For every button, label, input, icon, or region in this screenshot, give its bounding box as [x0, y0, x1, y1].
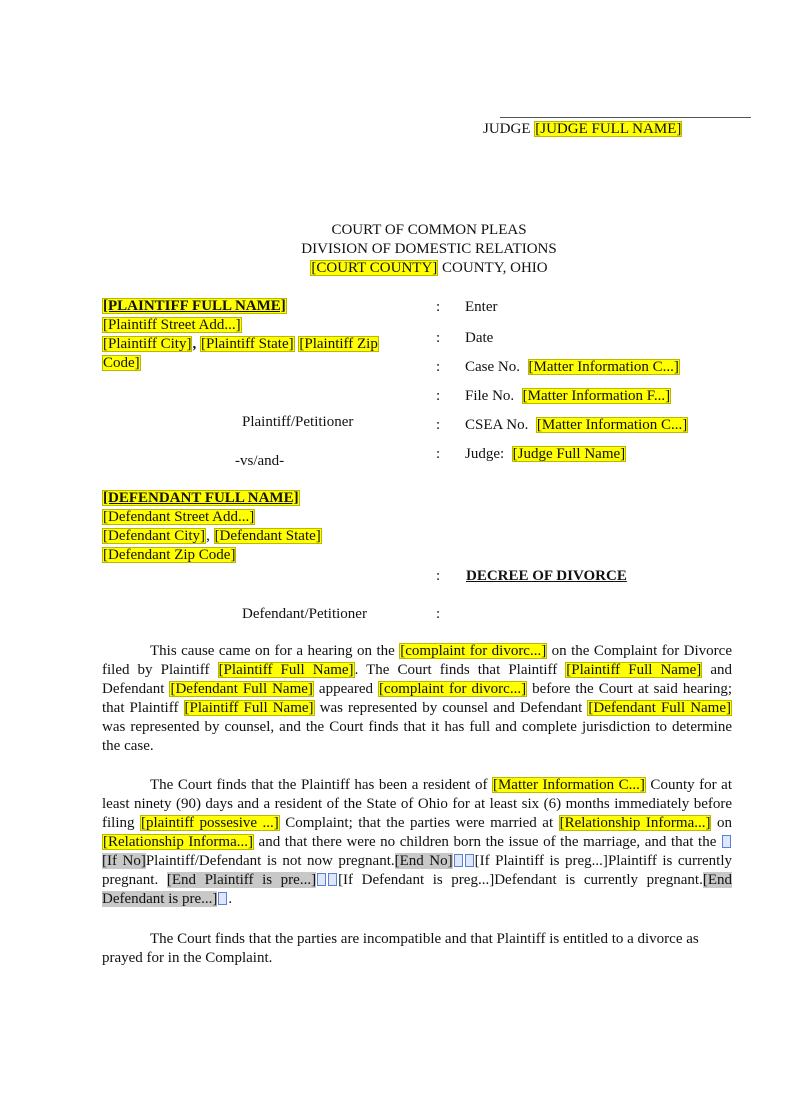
condition-if-defendant-pregnant[interactable]: [If Defendant is preg...]	[338, 872, 495, 888]
plaintiff-city-field[interactable]: [Plaintiff City]	[103, 336, 192, 352]
condition-end-plaintiff-pregnant[interactable]: [End Plaintiff is pre...]	[166, 872, 317, 888]
case-no-row	[465, 358, 680, 377]
versus-label: -vs/and-	[235, 453, 285, 469]
court-line-1: COURT OF COMMON PLEAS	[331, 222, 527, 238]
defendant-block	[102, 489, 322, 565]
plaintiff-zip-field-cont[interactable]: Code]	[103, 355, 140, 371]
colon-4: :	[436, 388, 441, 404]
csea-no-label: CSEA No.	[465, 417, 529, 433]
defendant-name-field[interactable]: [Defendant Full Name]	[170, 681, 313, 697]
plaintiff-name-field[interactable]: [Plaintiff Full Name]	[566, 662, 702, 678]
case-no-label: Case No.	[465, 359, 520, 375]
conditional-marker-icon[interactable]	[454, 854, 463, 867]
colon-3: :	[436, 359, 441, 375]
conditional-marker-icon[interactable]	[218, 892, 227, 905]
text: Plaintiff is currently pregnant.	[102, 853, 732, 888]
condition-if-plaintiff-pregnant[interactable]: [If Plaintiff is preg...]	[474, 853, 608, 869]
county-field[interactable]: [Matter Information C...]	[492, 777, 645, 793]
judge-prefix: JUDGE	[483, 121, 535, 137]
decree-title: DECREE OF DIVORCE	[466, 568, 627, 584]
date-label: Date	[465, 330, 494, 346]
plaintiff-role: Plaintiff/Petitioner	[242, 414, 354, 430]
judge-name-field[interactable]: [JUDGE FULL NAME]	[535, 121, 682, 137]
text: County for at least ninety (90) days and a resident of the State of Ohio for at least six (6) months immediately before filing	[102, 777, 732, 831]
text: before the Court at said hearing; that Plaintiff	[102, 681, 732, 716]
court-county-field[interactable]: [COURT COUNTY]	[311, 260, 438, 276]
paragraph-incompatibility	[102, 930, 702, 968]
defendant-role: Defendant/Petitioner	[242, 606, 367, 622]
judge-label: Judge:	[465, 446, 505, 462]
text: appeared	[313, 681, 379, 697]
plaintiff-name-field[interactable]: [PLAINTIFF FULL NAME]	[103, 298, 286, 314]
text: was represented by counsel and Defendant	[314, 700, 588, 716]
colon-2: :	[436, 330, 441, 346]
court-line-2: DIVISION OF DOMESTIC RELATIONS	[301, 241, 557, 257]
conditional-marker-icon[interactable]	[317, 873, 326, 886]
defendant-city-sep: ,	[206, 528, 214, 544]
condition-end-defendant-pregnant[interactable]: [End Defendant is pre...]	[102, 872, 732, 907]
paragraph-residency	[102, 776, 732, 909]
text: Defendant is currently pregnant.	[494, 872, 703, 888]
colon-1: :	[436, 299, 441, 315]
court-county-suffix: COUNTY, OHIO	[438, 260, 548, 276]
condition-if-no[interactable]: [If No]	[102, 853, 146, 869]
court-county-line	[0, 259, 800, 278]
file-no-label: File No.	[465, 388, 515, 404]
plaintiff-zip-field[interactable]: [Plaintiff Zip	[299, 336, 378, 352]
colon-6: :	[436, 446, 441, 462]
conditional-marker-icon[interactable]	[328, 873, 337, 886]
text: was represented by counsel, and the Court finds that it has full and complete jurisdiction to determine the case.	[102, 719, 732, 754]
plaintiff-possessive-field[interactable]: [plaintiff possesive ...]	[141, 815, 279, 831]
plaintiff-name-field[interactable]: [Plaintiff Full Name]	[184, 700, 314, 716]
defendant-name-field[interactable]: [DEFENDANT FULL NAME]	[103, 490, 299, 506]
csea-no-field[interactable]: [Matter Information C...]	[536, 417, 688, 433]
text: on the Complaint for Divorce filed by Plaintiff	[102, 643, 732, 678]
conditional-marker-icon[interactable]	[465, 854, 474, 867]
defendant-city-field[interactable]: [Defendant City]	[103, 528, 206, 544]
colon-7: :	[436, 568, 441, 584]
text: and Defendant	[102, 662, 732, 697]
text: The Court finds that the parties are incompatible and that Plaintiff is entitled to a divorce as prayed for in the Complaint.	[102, 931, 699, 966]
text: Complaint; that the parties were married at	[279, 815, 559, 831]
plaintiff-block	[102, 297, 379, 373]
plaintiff-city-sep: ,	[192, 336, 200, 352]
colon-8: :	[436, 606, 441, 622]
condition-end-no[interactable]: [End No]	[394, 853, 453, 869]
enter-label: Enter	[465, 299, 498, 315]
defendant-state-field[interactable]: [Defendant State]	[214, 528, 321, 544]
plaintiff-state-field[interactable]: [Plaintiff State]	[200, 336, 294, 352]
defendant-zip-field[interactable]: [Defendant Zip Code]	[103, 547, 236, 563]
text: Plaintiff/Defendant is not now pregnant.	[145, 853, 395, 869]
complaint-type-field[interactable]: [complaint for divorc...]	[400, 643, 547, 659]
colon-5: :	[436, 417, 441, 433]
conditional-marker-icon[interactable]	[722, 835, 731, 848]
judge-field[interactable]: [Judge Full Name]	[512, 446, 626, 462]
paragraph-hearing	[102, 642, 732, 756]
file-no-field[interactable]: [Matter Information F...]	[522, 388, 671, 404]
defendant-name-field[interactable]: [Defendant Full Name]	[588, 700, 732, 716]
judge-signature-line	[500, 117, 751, 118]
text: . The Court finds that Plaintiff	[354, 662, 566, 678]
text: and that there were no children born the issue of the marriage, and that the	[253, 834, 721, 850]
court-caption	[0, 221, 800, 278]
text: This cause came on for a hearing on the	[150, 643, 400, 659]
complaint-type-field[interactable]: [complaint for divorc...]	[379, 681, 527, 697]
text: .	[228, 891, 233, 907]
file-no-row	[465, 387, 671, 406]
plaintiff-name-field[interactable]: [Plaintiff Full Name]	[218, 662, 354, 678]
case-no-field[interactable]: [Matter Information C...]	[528, 359, 679, 375]
text: The Court finds that the Plaintiff has been a resident of	[150, 777, 492, 793]
marriage-date-field[interactable]: [Relationship Informa...]	[103, 834, 253, 850]
judge-row	[465, 445, 626, 464]
plaintiff-street-field[interactable]: [Plaintiff Street Add...]	[103, 317, 241, 333]
defendant-street-field[interactable]: [Defendant Street Add...]	[103, 509, 255, 525]
marriage-place-field[interactable]: [Relationship Informa...]	[559, 815, 711, 831]
csea-no-row	[465, 416, 688, 435]
judge-signature-label	[483, 120, 682, 139]
text: on	[711, 815, 732, 831]
